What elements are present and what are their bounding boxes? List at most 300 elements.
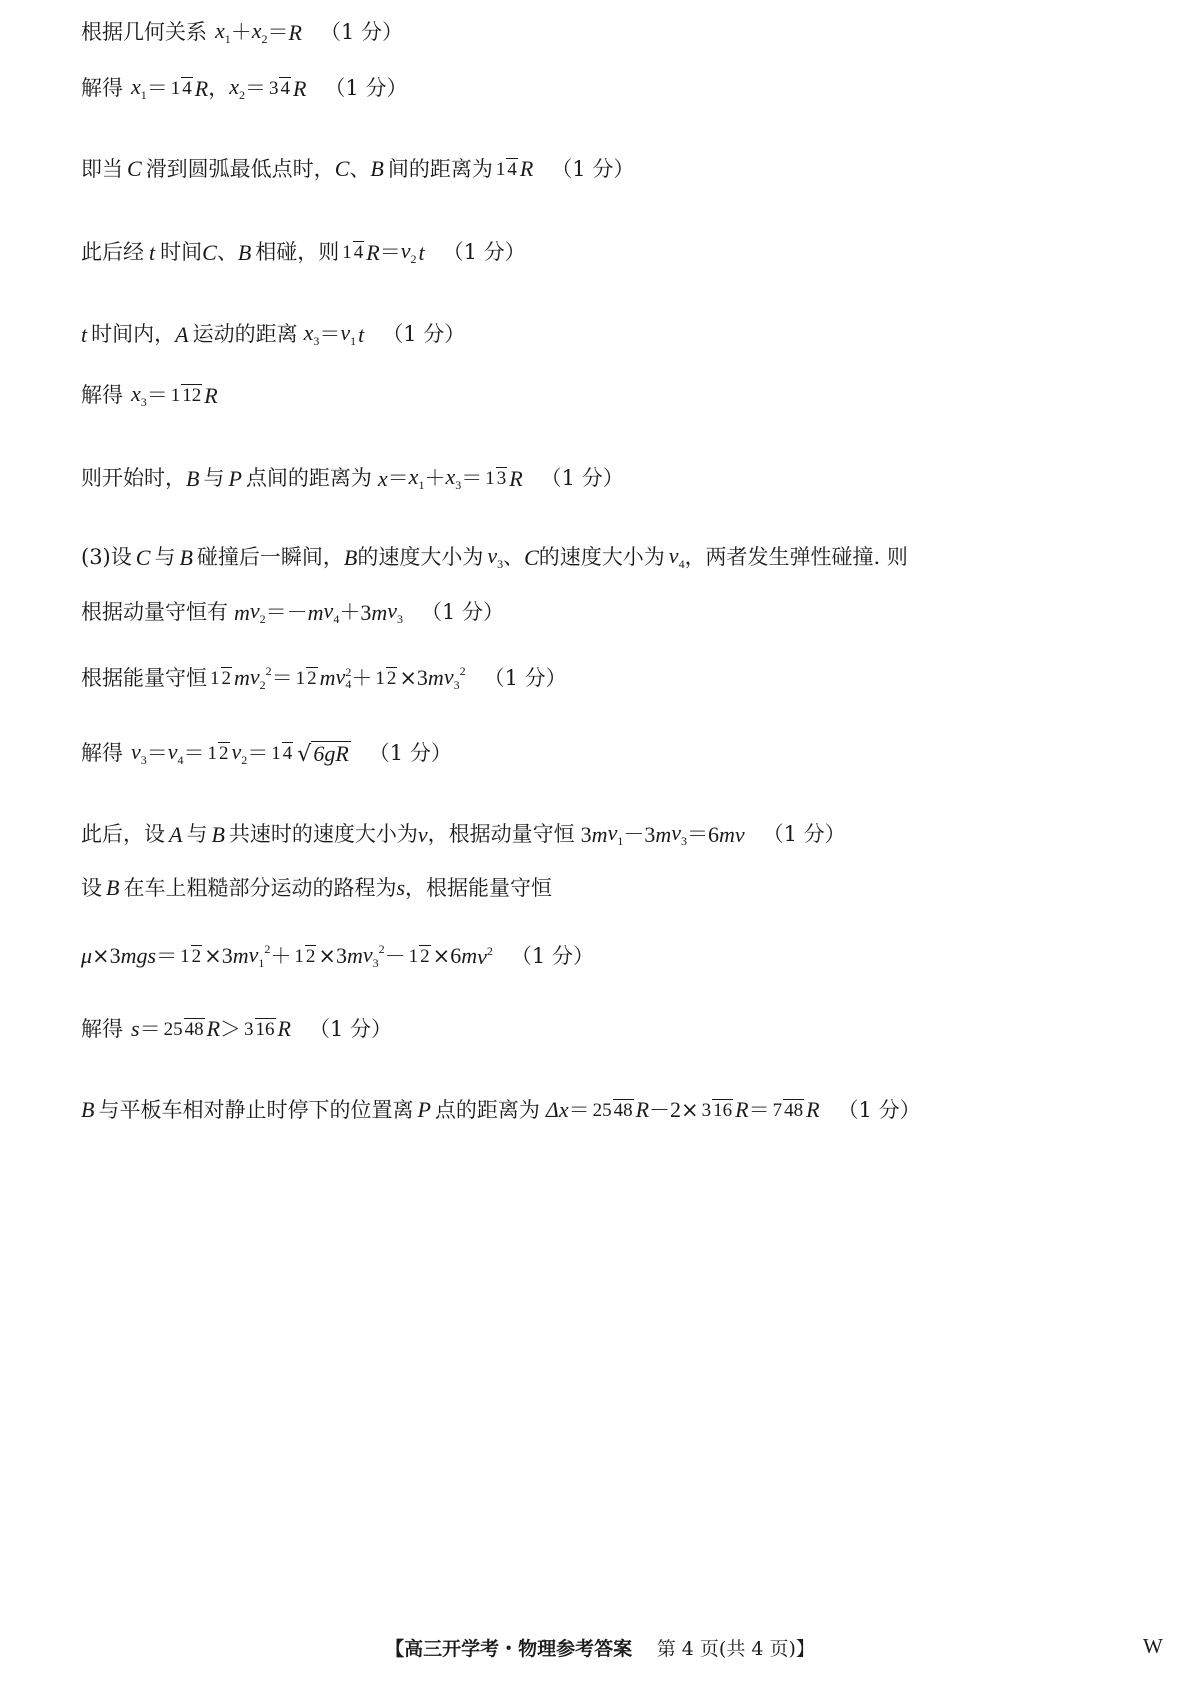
score-note: （1 分）	[308, 1016, 393, 1041]
text: v	[400, 238, 411, 263]
var-v3	[131, 741, 147, 766]
var-x1	[131, 76, 147, 101]
text: v	[671, 820, 681, 845]
var-x3	[131, 383, 147, 408]
score-note: （1 分）	[420, 600, 505, 624]
operator: ＝	[146, 383, 168, 407]
text: v	[248, 942, 259, 967]
fraction	[772, 1099, 805, 1122]
subscript: 3	[140, 395, 147, 409]
subscript: 1	[350, 334, 357, 348]
subscript: 2	[238, 88, 245, 102]
operator: ＋	[230, 20, 252, 44]
text: v	[249, 598, 260, 623]
text: 时间	[160, 240, 203, 264]
var-v4	[324, 600, 340, 625]
operator: ＝	[686, 822, 708, 846]
subscript: 4	[678, 557, 685, 571]
text: 即当	[81, 156, 123, 181]
text: v	[131, 739, 141, 764]
text: 点间的距离为	[245, 466, 372, 490]
var-B: B	[81, 1097, 95, 1123]
text: 则开始时，	[81, 466, 186, 490]
text: 设	[81, 875, 102, 900]
var-C: C	[524, 544, 539, 570]
text: v	[323, 598, 334, 623]
number: 3	[416, 665, 428, 690]
var-R: R	[366, 239, 380, 265]
fraction	[268, 77, 291, 100]
text: 时间内，	[91, 322, 176, 346]
text: 、	[349, 156, 371, 181]
text: 解得	[81, 1016, 123, 1041]
corner-mark: W	[1143, 1634, 1163, 1658]
var-v2-squared	[250, 665, 272, 691]
denominator: 4	[353, 242, 364, 264]
var-m: m	[655, 821, 672, 847]
var-m: m	[234, 665, 250, 690]
numerator: 1	[271, 743, 281, 765]
text: x	[131, 74, 141, 99]
var-x1	[215, 20, 231, 45]
var-mu: μ	[81, 943, 93, 968]
subscript: 3	[680, 834, 687, 848]
line-solve-s	[81, 1018, 392, 1041]
superscript: 2	[264, 942, 271, 956]
line-momentum	[81, 600, 504, 625]
operator: －	[384, 943, 406, 968]
denominator: 2	[221, 667, 231, 689]
operator: ×	[318, 943, 336, 968]
text: ，	[208, 76, 230, 100]
subscript: 1	[418, 478, 425, 492]
fraction	[592, 1099, 634, 1122]
subscript: 2	[241, 753, 248, 767]
text: x	[408, 464, 419, 489]
footer-title: 【高三开学考・物理参考答案	[385, 1638, 633, 1660]
text: 与	[203, 466, 225, 490]
var-m: m	[346, 943, 363, 968]
denominator: 4	[507, 159, 517, 180]
text: v	[362, 942, 373, 967]
var-v1-squared	[249, 943, 271, 969]
operator: ×	[681, 1097, 699, 1122]
fraction	[209, 667, 232, 690]
var-C: C	[334, 156, 350, 182]
line-rough-path	[81, 877, 552, 899]
score-note: （1 分）	[551, 156, 635, 181]
page-number: 第 4 页(共 4 页)】	[656, 1638, 815, 1660]
var-m: m	[591, 821, 608, 847]
numerator: 25	[592, 1100, 612, 1121]
operator: ＋	[270, 943, 292, 968]
var-C: C	[202, 239, 217, 265]
line-solve-v3-v4	[81, 741, 452, 766]
denominator: 2	[307, 667, 317, 689]
denominator: 2	[386, 667, 397, 689]
var-v: v	[417, 821, 428, 847]
text: 碰撞后一瞬间，	[196, 545, 344, 569]
text: v	[340, 320, 351, 345]
text: v	[167, 739, 178, 764]
numerator: 3	[701, 1100, 712, 1121]
var-v3	[387, 600, 403, 625]
var-x1	[409, 466, 425, 491]
var-A: A	[175, 321, 189, 347]
subscript: 2	[410, 252, 417, 266]
subscript: 1	[258, 956, 265, 970]
numerator: 1	[295, 667, 306, 689]
operator: ＝	[156, 943, 178, 968]
subscript: 4	[177, 753, 184, 767]
var-R: R	[509, 465, 523, 491]
fraction	[484, 467, 507, 490]
text: 运动的距离	[192, 322, 298, 346]
text: 根据能量守恒	[81, 665, 207, 690]
subscript: 3	[372, 956, 379, 970]
text: 、	[216, 240, 238, 264]
subscript: 3	[313, 334, 320, 348]
text: 此后，设	[81, 822, 165, 846]
numerator: 25	[163, 1019, 183, 1040]
line-a-distance	[81, 322, 465, 347]
var-v3	[671, 822, 687, 847]
score-note: （1 分）	[837, 1097, 921, 1122]
var-v4	[168, 741, 184, 766]
numerator: 1	[342, 242, 352, 264]
var-s: s	[396, 875, 406, 900]
var-v1	[608, 822, 624, 847]
score-note: （1 分）	[540, 466, 624, 490]
text: 在车上粗糙部分运动的路程为	[123, 875, 397, 900]
text: ，两者发生弹性碰撞. 则	[684, 545, 908, 569]
var-R: R	[206, 1016, 221, 1042]
operator: ＞	[220, 1016, 242, 1041]
numerator: 1	[207, 743, 218, 765]
var-R: R	[288, 19, 302, 45]
score-note: （1 分）	[442, 240, 526, 264]
radical-sign: √	[297, 742, 312, 767]
denominator: 4	[280, 78, 290, 100]
operator: ×	[432, 943, 451, 968]
text: 解得	[81, 76, 123, 100]
denominator: 16	[255, 1019, 275, 1040]
operator: ×	[399, 665, 417, 690]
fraction	[408, 945, 431, 968]
page-footer	[0, 1634, 1200, 1661]
var-t: t	[149, 239, 156, 265]
text: 根据几何关系	[81, 20, 207, 44]
text: 共速时的速度大小为	[228, 822, 418, 846]
line-energy	[81, 665, 567, 691]
text: 与	[186, 822, 208, 846]
operator: ＋	[339, 600, 361, 624]
var-R: R	[194, 75, 209, 101]
subscript: 2	[261, 32, 268, 46]
subscript: 3	[140, 753, 147, 767]
var-m: m	[371, 599, 388, 625]
text: ，根据能量守恒	[405, 875, 553, 900]
score-note: （1 分）	[319, 20, 404, 44]
line-solve-x3	[81, 383, 218, 408]
var-v2	[250, 600, 266, 625]
denominator: 12	[182, 385, 202, 407]
text: 的速度大小为	[357, 545, 484, 569]
operator: ×	[204, 943, 222, 968]
text: v	[387, 598, 397, 623]
var-B: B	[186, 465, 200, 491]
text: 相碰，则	[255, 240, 340, 264]
score-note: （1 分）	[382, 322, 466, 346]
var-B: B	[343, 544, 358, 570]
operator: －	[623, 822, 645, 846]
text: x	[215, 18, 225, 43]
superscript: 2	[459, 664, 466, 678]
text: 与平板车相对静止时停下的位置离	[98, 1097, 414, 1122]
denominator: 3	[496, 468, 507, 490]
operator: ×	[92, 943, 110, 968]
text: x	[251, 18, 262, 43]
var-v-squared	[477, 945, 493, 968]
var-P: P	[228, 465, 242, 491]
denominator: 2	[305, 945, 316, 967]
numerator: 3	[268, 78, 279, 100]
text: v	[335, 663, 346, 689]
fraction	[293, 945, 316, 968]
score-note: （1 分）	[510, 943, 594, 968]
subscript: 4	[345, 677, 352, 692]
operator: ＝	[247, 741, 269, 765]
numerator: 1	[408, 945, 419, 967]
text: ，根据动量守恒	[427, 822, 575, 846]
fraction	[701, 1099, 734, 1122]
line-geometry-relation	[81, 20, 403, 45]
subscript: 3	[497, 557, 504, 571]
var-v1	[340, 322, 356, 347]
denominator: 2	[420, 945, 430, 967]
score-note: （1 分）	[324, 76, 408, 100]
denominator: 4	[282, 743, 293, 765]
var-B: B	[179, 544, 193, 570]
line-initial-distance	[81, 466, 624, 491]
subscript: 1	[140, 88, 147, 102]
var-v3-squared	[363, 943, 385, 969]
var-v4	[669, 545, 685, 570]
text: v	[607, 820, 618, 845]
var-A: A	[169, 821, 183, 847]
number: 6	[707, 821, 719, 847]
denominator: 48	[184, 1019, 204, 1040]
var-x2	[252, 20, 268, 45]
var-x3	[304, 322, 320, 347]
superscript: 2	[345, 665, 352, 680]
var-v3-squared	[444, 665, 466, 691]
operator: ＝	[139, 1016, 161, 1041]
var-R: R	[292, 75, 307, 101]
number: 3	[360, 599, 372, 625]
text: 、	[503, 545, 525, 569]
operator: ＝	[461, 466, 483, 490]
var-C: C	[135, 544, 151, 570]
var-m: m	[319, 665, 336, 690]
operator: ＝	[568, 1097, 590, 1122]
superscript: 2	[486, 943, 493, 958]
text: 根据动量守恒有	[81, 600, 228, 624]
fraction	[179, 945, 202, 968]
numerator: 1	[495, 159, 506, 180]
text: 点的距离为	[434, 1097, 540, 1122]
text: v	[487, 543, 498, 568]
numerator: 1	[170, 78, 181, 100]
text: 的速度大小为	[538, 545, 665, 569]
fraction	[341, 241, 364, 264]
text: 解得	[81, 741, 123, 765]
var-R: R	[806, 1097, 820, 1123]
operator: －	[286, 600, 308, 624]
text: 解得	[81, 383, 123, 407]
fraction	[295, 667, 318, 690]
superscript: 2	[378, 942, 385, 956]
score-note: （1 分）	[483, 665, 567, 690]
text: 滑到圆弧最低点时，	[145, 156, 335, 181]
var-v2	[401, 240, 417, 265]
operator: ＋	[424, 466, 446, 490]
fraction	[374, 667, 397, 690]
denominator: 2	[219, 743, 229, 765]
numerator: 1	[180, 945, 190, 967]
var-x3	[445, 466, 461, 491]
subscript: 1	[224, 32, 231, 46]
text: x	[229, 74, 239, 99]
var-m: m	[461, 943, 478, 968]
fraction	[270, 742, 293, 765]
number: 6	[450, 943, 462, 968]
text: 此后经	[81, 240, 144, 264]
line-collision-time	[81, 240, 526, 265]
var-t: t	[358, 321, 365, 347]
score-note: （1 分）	[762, 822, 846, 846]
var-m: m	[718, 821, 735, 847]
var-mgs: mgs	[120, 943, 157, 968]
superscript: 2	[265, 664, 272, 678]
text: v	[231, 739, 242, 764]
numerator: 1	[294, 945, 304, 967]
denominator: 4	[182, 78, 192, 100]
numerator: 1	[170, 385, 181, 407]
operator: ＝	[146, 76, 168, 100]
numerator: 3	[244, 1019, 254, 1040]
line-final-distance	[81, 1099, 921, 1122]
numerator: 1	[210, 667, 220, 689]
var-R: R	[635, 1097, 650, 1123]
line-part3-intro	[81, 545, 908, 570]
numerator: 1	[485, 468, 495, 490]
operator: ＝	[244, 76, 266, 100]
fraction	[243, 1018, 276, 1041]
var-v2	[232, 741, 248, 766]
operator: ＝	[387, 466, 409, 490]
denominator: 48	[784, 1100, 804, 1121]
score-note: （1 分）	[368, 741, 452, 765]
operator: ＝	[748, 1097, 770, 1122]
text: x	[445, 464, 456, 489]
subscript: 3	[453, 678, 460, 692]
var-B: B	[237, 239, 252, 265]
var-x: x	[377, 465, 388, 491]
var-B: B	[211, 821, 225, 847]
denominator: 16	[713, 1100, 733, 1121]
line-common-velocity	[81, 822, 846, 847]
subscript: 3	[455, 478, 462, 492]
line-solve-x1-x2	[81, 76, 407, 101]
denominator: 2	[191, 945, 202, 967]
var-m: m	[307, 599, 324, 625]
var-R: R	[735, 1097, 749, 1123]
text: x	[303, 320, 314, 345]
fraction	[170, 384, 203, 407]
operator: －	[649, 1097, 671, 1122]
var-P: P	[417, 1097, 431, 1123]
text: (3)设	[81, 545, 132, 569]
var-v4-squared	[335, 663, 352, 692]
var-m: m	[427, 665, 444, 690]
number: 3	[644, 821, 656, 847]
operator: ＝	[319, 322, 341, 346]
var-m: m	[232, 943, 249, 968]
fraction	[163, 1018, 205, 1041]
operator: ＝	[183, 741, 205, 765]
var-R: R	[519, 156, 534, 182]
text: x	[131, 381, 141, 406]
operator: ＝	[267, 20, 289, 44]
var-B: B	[370, 156, 384, 182]
text: v	[443, 664, 454, 689]
text: v	[668, 543, 679, 568]
operator: ＝	[265, 600, 287, 624]
fraction	[170, 77, 193, 100]
fraction	[207, 742, 230, 765]
fraction	[495, 158, 518, 181]
operator: ＝	[271, 665, 293, 690]
var-s: s	[131, 1016, 140, 1042]
radicand: 6gR	[313, 741, 349, 766]
line-friction-energy	[81, 943, 594, 969]
numerator: 7	[772, 1100, 783, 1121]
var-m: m	[234, 599, 250, 625]
var-v3	[487, 545, 503, 570]
subscript: 3	[396, 612, 403, 626]
numerator: 1	[375, 667, 385, 689]
number: 3	[580, 821, 592, 847]
operator: ＋	[351, 665, 373, 690]
subscript: 1	[617, 834, 624, 848]
number: 3	[335, 943, 347, 968]
subscript: 2	[259, 678, 266, 692]
number: 2	[670, 1097, 682, 1123]
denominator: 48	[613, 1100, 633, 1121]
var-R: R	[204, 382, 218, 408]
subscript: 2	[259, 612, 266, 626]
text: v	[477, 943, 487, 969]
operator: ＝	[379, 240, 401, 264]
var-t: t	[418, 239, 425, 265]
square-root	[297, 741, 350, 766]
var-delta-x: Δx	[545, 1097, 569, 1123]
line-distance-cb	[81, 158, 634, 181]
text: 与	[154, 545, 176, 569]
var-C: C	[127, 156, 142, 182]
var-B: B	[106, 875, 120, 900]
